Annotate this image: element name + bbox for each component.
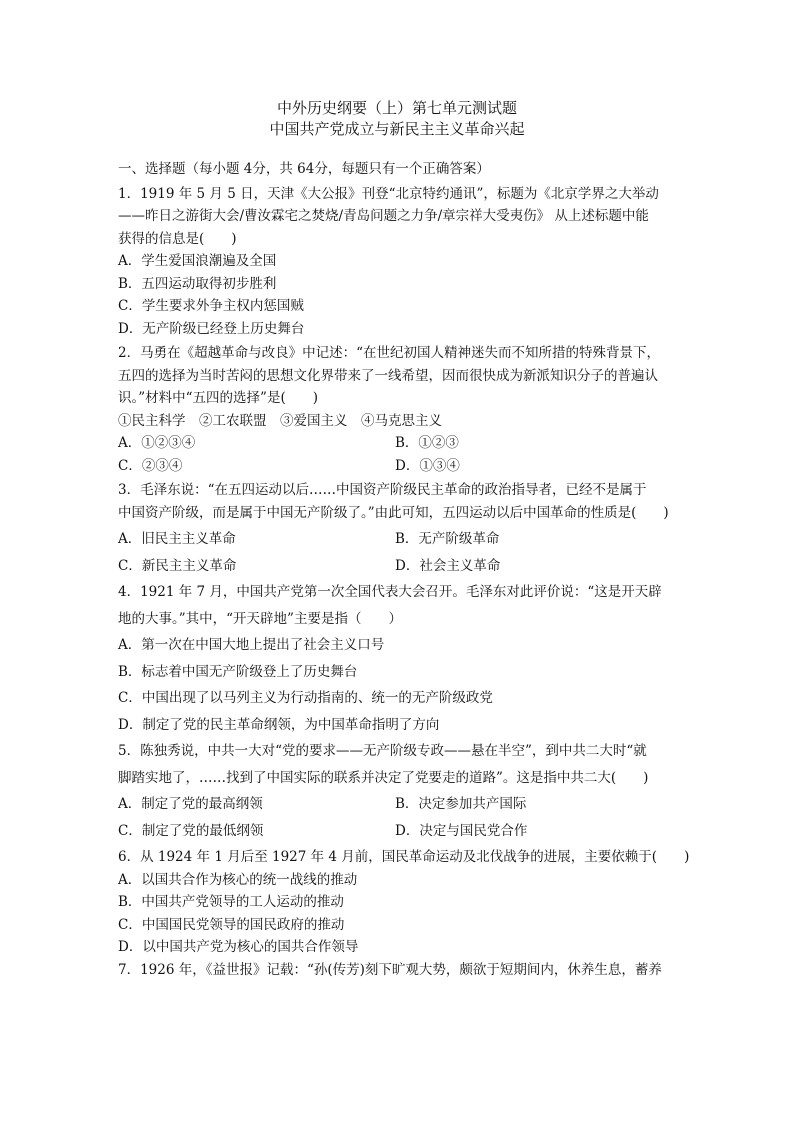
option-row	[118, 528, 688, 551]
question-7	[118, 959, 688, 982]
option-a: A．制定了党的最高纲领	[118, 796, 263, 812]
option-a: A．学生爱国浪潮遍及全国	[118, 253, 277, 269]
question-text: 6．从 1924 年 1 月后至 1927 年 4 月前，国民革命运动及北伐战争的进展，主要依赖于( )	[118, 849, 690, 865]
question-text: 1．1919 年 5 月 5 日，天津《大公报》刊登“北京特约通讯”，标题为《北京学界之大举动	[118, 185, 659, 202]
option-c: C．中国出现了以马列主义为行动指南的、统一的无产阶级政党	[118, 690, 493, 706]
option-a: A．以国共合作为核心的统一战线的推动	[118, 871, 358, 888]
question-text: 7．1926 年，《益世报》记载：“孙(传芳)刻下旷观大势，颇欲于短期间内，休养生息，蓄养	[118, 961, 662, 978]
option-b: B．无产阶级革命	[395, 531, 500, 547]
document-title: 中外历史纲要（上）第七单元测试题	[276, 99, 517, 117]
question-text: 识。”材料中“五四的选择”是( )	[118, 390, 318, 406]
option-row	[118, 555, 688, 578]
option-b: B．①②③	[395, 435, 459, 451]
question-text: ——昨日之游街大会/曹汝霖宅之焚烧/青岛问题之力争/章宗祥大受夷伤》 从上述标题中能	[118, 208, 649, 224]
option-c: C．新民主主义革命	[118, 557, 237, 574]
option-a: A．旧民主主义革命	[118, 531, 236, 547]
question-1	[118, 183, 688, 341]
option-row	[118, 455, 688, 478]
question-text: 2．马勇在《超越革命与改良》中记述：“在世纪初国人精神迷失而不知所措的特殊背景下，	[118, 345, 660, 361]
option-b: B．中国共产党领导的工人运动的推动	[118, 894, 344, 910]
option-c: C．中国国民党领导的国民政府的推动	[118, 916, 345, 933]
question-text: 地的大事。”其中，“开天辟地”主要是指（ ）	[118, 610, 402, 627]
section-heading: 一、选择题（每小题 4分，共 64分，每题只有一个正确答案）	[118, 161, 490, 177]
option-b: B．五四运动取得初步胜利	[118, 275, 277, 292]
option-a: A．第一次在中国大地上提出了社会主义口号	[118, 637, 385, 653]
option-d: D．社会主义革命	[395, 557, 501, 574]
question-text: 4．1921 年 7 月，中国共产党第一次全国代表大会召开。毛泽东对此评价说：“这是开天辟	[118, 584, 662, 600]
document-body	[118, 158, 688, 981]
option-c: C．制定了党的最低纲领	[118, 822, 264, 839]
option-d: D．①③④	[395, 457, 460, 474]
question-text: 脚踏实地了，……找到了中国实际的联系并决定了党要走的道路”。这是指中共二大( )	[118, 769, 649, 786]
option-d: D．以中国共产党为核心的国共合作领导	[118, 939, 359, 955]
question-text: 3．毛泽东说：“在五四运动以后……中国资产阶级民主革命的政治指导者，已经不是属于	[118, 482, 647, 498]
question-items: ①民主科学 ②工农联盟 ③爱国主义 ④马克思主义	[118, 412, 442, 429]
option-a: A．①②③④	[118, 435, 196, 451]
option-d: D．无产阶级已经登上历史舞台	[118, 320, 305, 337]
option-d: D．决定与国民党合作	[395, 822, 528, 839]
question-text: 五四的选择为当时苦闷的思想文化界带来了一线希望，因而很快成为新派知识分子的普遍认	[118, 367, 658, 384]
option-row	[118, 432, 688, 455]
question-text: 获得的信息是( )	[118, 230, 237, 247]
question-4	[118, 581, 688, 736]
question-text: 5．陈独秀说，中共一大对“党的要求——无产阶级专政——悬在半空”，到中共二大时“就	[118, 743, 647, 759]
option-row	[118, 820, 688, 843]
question-5	[118, 740, 688, 842]
option-b: B．标志着中国无产阶级登上了历史舞台	[118, 663, 358, 680]
question-text: 中国资产阶级，而是属于中国无产阶级了。”由此可知，五四运动以后中国革命的性质是( )	[118, 504, 669, 521]
question-3	[118, 479, 688, 577]
option-c: C．学生要求外争主权内惩国贼	[118, 298, 304, 314]
question-2	[118, 342, 688, 477]
option-d: D．制定了党的民主革命纲领，为中国革命指明了方向	[118, 716, 440, 733]
document-subtitle: 中国共产党成立与新民主主义革命兴起	[269, 120, 525, 138]
question-6	[118, 846, 688, 959]
option-b: B．决定参加共产国际	[395, 796, 527, 812]
option-c: C．②③④	[118, 457, 183, 474]
option-row	[118, 793, 688, 816]
